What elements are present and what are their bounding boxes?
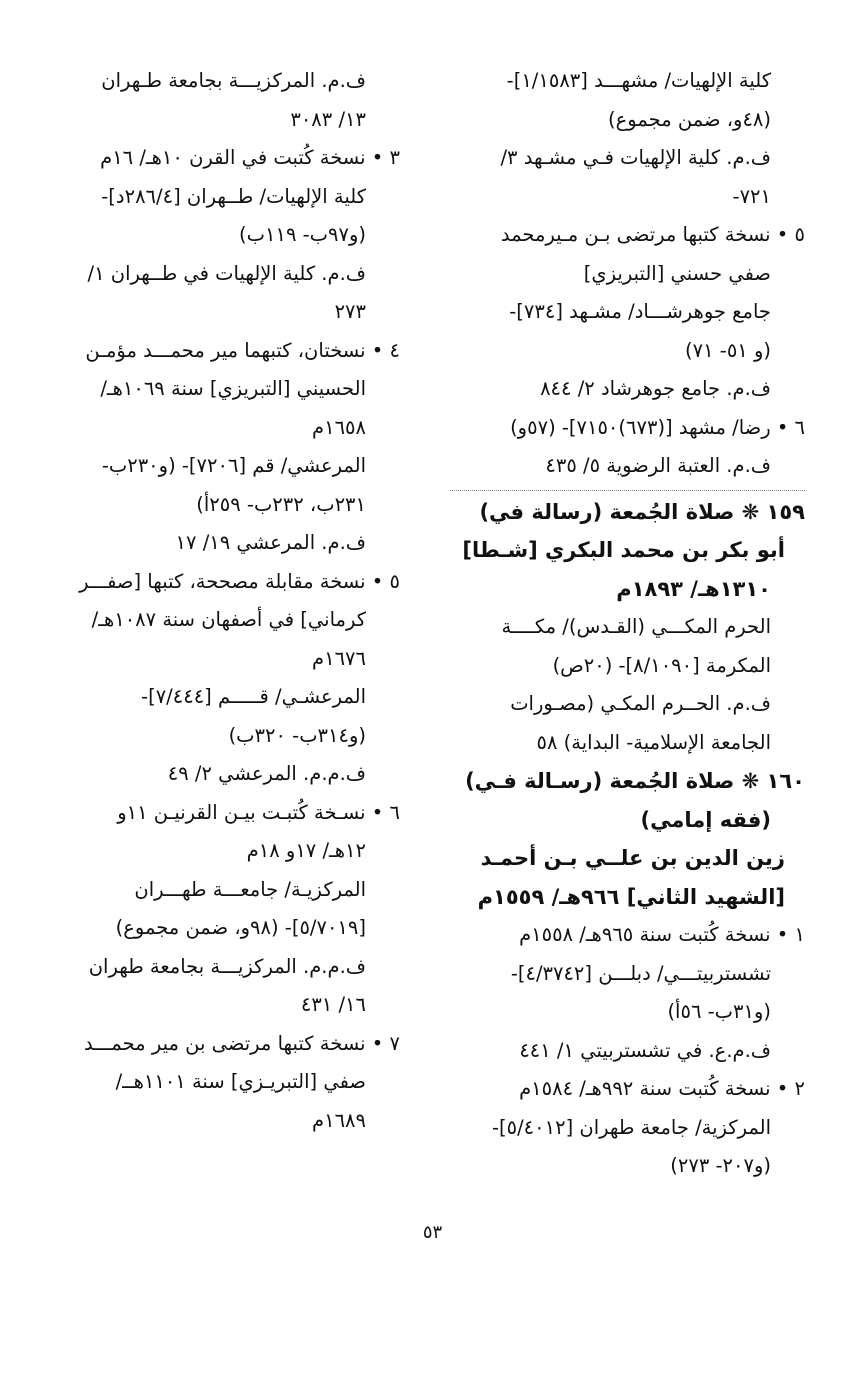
text-line: ٥ • نسخة كتبها مرتضى بـن مـيرمحمد: [500, 223, 805, 246]
text-line: ٦ • رضا/ مشهد [(٦٧٣)٧١٥٠]- (٥٧و): [510, 415, 805, 439]
text-line: ف.م. الحــرم المكـي (مصـورات: [510, 692, 771, 715]
text-line: ف.م. كلية الإلهيات في طــهران ١/: [87, 261, 366, 285]
text-line: ٦ • نسـخة كُتبـت بيـن القرنيـن ١١و: [117, 800, 400, 824]
text-line: ف.م. المرعشي ١٩/ ١٧: [175, 531, 366, 554]
text-line: ٣ • نسخة كُتبت في القرن ١٠هـ/ ١٦م: [100, 146, 400, 169]
text-line: ٤ • نسختان، كتبهما مير محمـــد مؤمـن: [85, 338, 400, 362]
text-line: ١٦/ ٤٣١: [300, 993, 366, 1016]
text-line: ١ • نسخة كُتبت سنة ٩٦٥هـ/ ١٥٥٨م: [519, 923, 805, 946]
text-line: الحرم المكـــي (القـدس)/ مكــــة: [501, 615, 771, 638]
text-line: الحسيني [التبريزي] سنة ١٠٦٩هـ/: [100, 377, 366, 400]
entry-heading-line: ١٥٩ ❋ صلاة الجُمعة (رسالة في): [479, 499, 805, 524]
text-line: ف.م.م. المرعشي ٢/ ٤٩: [167, 762, 366, 785]
text-line: ٧٢١-: [732, 184, 771, 208]
text-line: [٥/٧٠١٩]- (٩٨و، ضمن مجموع): [115, 916, 366, 939]
text-line: ف.م. المركزيـــة بجامعة طـهران: [101, 69, 366, 92]
right-column: [450, 62, 805, 1186]
text-line: المرعشـي/ قـــــم [٧/٤٤٤]-: [141, 685, 366, 708]
text-line: صفي [التبريـزي] سنة ١١٠١هــ/: [115, 1070, 366, 1093]
text-line: (و٩٧ب- ١١٩ب): [239, 223, 366, 246]
text-line: ف.م. جامع جوهرشاد ٢/ ٨٤٤: [540, 377, 771, 400]
text-line: ١٦٥٨م: [312, 415, 366, 439]
text-line: ف.م.م. المركزيـــة بجامعة طهران: [88, 954, 366, 978]
text-line: ف.م. كلية الإلهيات فـي مشـهد ٣/: [500, 146, 771, 169]
text-line: ٢٧٣: [334, 300, 366, 323]
entry-heading-line: ١٣١٠هـ/ ١٨٩٣م: [616, 576, 771, 601]
text-line: (و ٥١- ٧١): [685, 338, 771, 362]
text-line: (و٣١٤ب- ٣٢٠ب): [228, 723, 366, 747]
text-line: ١٦٨٩م: [312, 1108, 366, 1132]
section-divider: [450, 490, 805, 491]
text-line: ١٢هـ/ ١٧و ١٨م: [246, 839, 366, 862]
text-line: المركزية/ جامعة طهران [٥/٤٠١٢]-: [491, 1115, 771, 1139]
entry-heading-line: [الشهيد الثاني] ٩٦٦هـ/ ١٥٥٩م: [477, 884, 785, 909]
text-line: الجامعة الإسلامية- البداية) ٥٨: [536, 730, 771, 754]
text-line: تشستربيتـــي/ دبلـــن [٤/٣٧٤٢]-: [510, 961, 771, 985]
text-line: المرعشي/ قم [٧٢٠٦]- (و٢٣٠ب-: [101, 454, 366, 477]
text-line: صفي حسني [التبريزي]: [583, 261, 771, 285]
text-line: كلية الإلهيات/ طــهران [٢٨٦/٤د]-: [101, 184, 366, 208]
text-line: ٢ • نسخة كُتبت سنة ٩٩٢هـ/ ١٥٨٤م: [519, 1077, 805, 1100]
text-line: كلية الإلهيات/ مشهـــد [١/١٥٨٣]-: [506, 69, 771, 92]
text-line: المكرمة [٨/١٠٩٠]- (٢٠ص): [552, 653, 771, 677]
text-line: ف.م.ع. في تشستربيتي ١/ ٤٤١: [519, 1038, 771, 1062]
text-line: المركزيـة/ جامعـــة طهـــران: [134, 877, 366, 901]
text-line: جامع جوهرشـــاد/ مشـهد [٧٣٤]-: [509, 300, 771, 323]
text-line: ٧ • نسخة كتبها مرتضى بن مير محمـــد: [83, 1031, 400, 1055]
text-line: (و٣١ب- ٥٦أ): [667, 1000, 771, 1023]
text-line: ١٣/ ٣٠٨٣: [290, 107, 366, 131]
text-line: ٢٣١ب، ٢٣٢ب- ٢٥٩أ): [196, 492, 366, 516]
text-line: كرماني] في أصفهان سنة ١٠٨٧هـ/: [91, 608, 366, 631]
entry-heading-line: ١٦٠ ❋ صلاة الجُمعة (رسـالة فـي): [465, 769, 805, 793]
entry-heading-line: (فقه إمامي): [640, 807, 771, 832]
text-line: (٤٨و، ضمن مجموع): [608, 107, 771, 131]
text-line: ف.م. العتبة الرضوية ٥/ ٤٣٥: [545, 454, 771, 477]
entry-heading-line: زين الدين بن علــي بـن أحمـد: [480, 846, 785, 870]
page-number: ٥٣: [422, 1222, 443, 1243]
text-line: ١٦٧٦م: [312, 646, 366, 670]
text-line: (و٢٠٧- ٢٧٣): [670, 1154, 771, 1177]
left-column: [55, 62, 400, 1140]
text-line: ٥ • نسخة مقابلة مصححة، كتبها [صفـــر: [79, 569, 400, 593]
entry-heading-line: أبو بكر بن محمد البكري [شـطا]: [462, 538, 785, 562]
